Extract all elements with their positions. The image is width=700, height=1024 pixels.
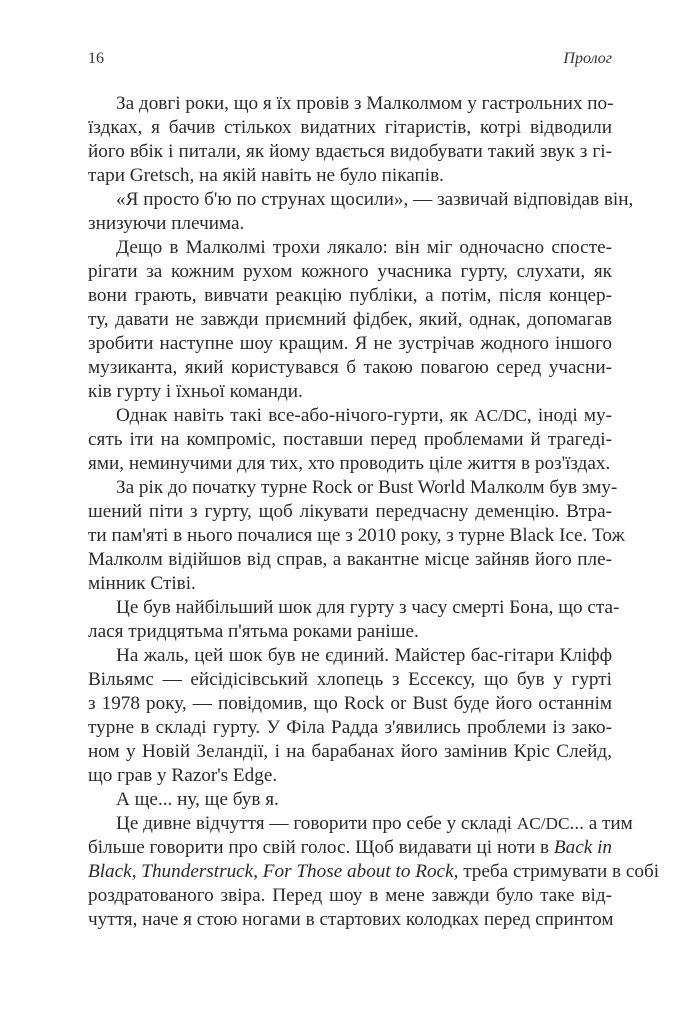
text-line: ків гурту і їхньої команди. [88,381,303,402]
paragraph [88,92,612,188]
text-line: Вільямс — ейсідісівський хлопець з Ессексу, що був у гурті [88,669,612,690]
text-segment: більше говорити про свій голос. Щоб видавати ці ноти в [88,837,554,858]
text-line: ти пам'яті в нього почалися ще з 2010 року, з турне Black Ice. Тож [88,525,625,546]
text-line: Це був найбільший шок для гурту з часу смерті Бона, що ста- [116,597,620,618]
text-line: На жаль, цей шок був не єдиний. Майстер бас-гітари Кліфф [116,645,612,666]
text-line: ном у Новій Зеландії, і на барабанах його замінив Кріс Слейд, [88,741,612,762]
italic-title: Thunderstruck [141,861,254,882]
text-line [88,812,633,836]
text-segment: , [131,861,142,882]
text-line: «Я просто б'ю по струнах щосили», — зазвичай відповідав він, [116,189,634,210]
paragraph [88,596,620,644]
text-line: з 1978 року, — повідомив, що Rock or Bust буде його останнім [88,693,612,714]
text-line: Малколм відійшов від справ, а вакантне місце зайняв його пле- [88,549,612,570]
text-line: їздках, я бачив стількох видатних гітаристів, котрі відводили [88,117,612,138]
running-title: Пролог [563,50,612,67]
band-name: AC/DC [516,814,570,833]
text-line: тари Gretsch, на якій навіть не було пікапів. [88,165,444,186]
band-name: AC/DC [474,406,527,425]
text-line: сять іти на компроміс, поставши перед проблемами й трагеді- [88,429,612,450]
text-line: чуття, наче я стою ногами в стартових колодках перед спринтом [88,909,614,930]
text-line [88,404,612,428]
italic-title: For Those about to Rock [262,861,454,882]
text-line: ями, неминучими для тих, хто проводить ціле життя в роз'їздах. [88,453,611,474]
text-segment: , іноді му- [526,405,613,426]
paragraph [88,812,660,932]
text-segment: , [253,861,263,882]
italic-title: Black [88,861,132,882]
text-line: музиканта, який користувався б такою повагою серед учасни- [88,357,612,378]
text-segment: Однак навіть такі все-або-нічого-гурти, як [116,405,475,426]
page-number: 16 [88,50,104,67]
paragraph [88,404,612,476]
text-line: Дещо в Малколмі трохи лякало: він міг одночасно спосте- [116,237,612,258]
running-header [88,50,612,74]
text-line [88,836,612,860]
paragraph [88,188,634,236]
text-segment: ... а тим [569,813,633,834]
text-line: За рік до початку турне Rock or Bust World Малколм був зму- [116,477,618,498]
paragraph [88,788,612,812]
body-text [88,92,660,932]
paragraph [88,644,612,788]
italic-title: Back in [553,837,612,858]
text-line [88,860,660,884]
text-line: рігати за кожним рухом кожного учасника гурту, слухати, як [88,261,612,282]
paragraph [88,236,612,404]
text-line: роздратованого звіра. Перед шоу в мене завжди було таке від- [88,885,612,906]
text-line: За довгі роки, що я їх провів з Малколмом у гастрольних по- [116,93,614,114]
text-segment: Це дивне відчуття — говорити про себе у складі [116,813,517,834]
text-line: що грав у Razor's Edge. [88,765,278,786]
text-line: шений піти з гурту, щоб лікувати передчасну деменцію. Втра- [88,501,612,522]
text-line: мінник Стіві. [88,573,196,594]
text-line: знизуючи плечима. [88,213,245,234]
text-segment: , треба стримувати в собі [453,861,660,882]
text-line: лася тридцятьма п'ятьма роками раніше. [88,621,419,642]
text-line: вони грають, вивчати реакцію публіки, а потім, після концер- [88,285,612,306]
text-line: турне в складі гурту. У Філа Радда з'явились проблеми із зако- [88,717,612,738]
paragraph [88,476,625,596]
text-line: ту, давати не завжди приємний фідбек, який, однак, допомагав [88,309,612,330]
text-line: його вбік і питали, як йому вдається видобувати такий звук з гі- [88,141,612,162]
text-line: зробити наступне шоу кращим. Я не зустрічав жодного іншого [88,333,612,354]
text-line: А ще... ну, ще був я. [116,789,279,810]
